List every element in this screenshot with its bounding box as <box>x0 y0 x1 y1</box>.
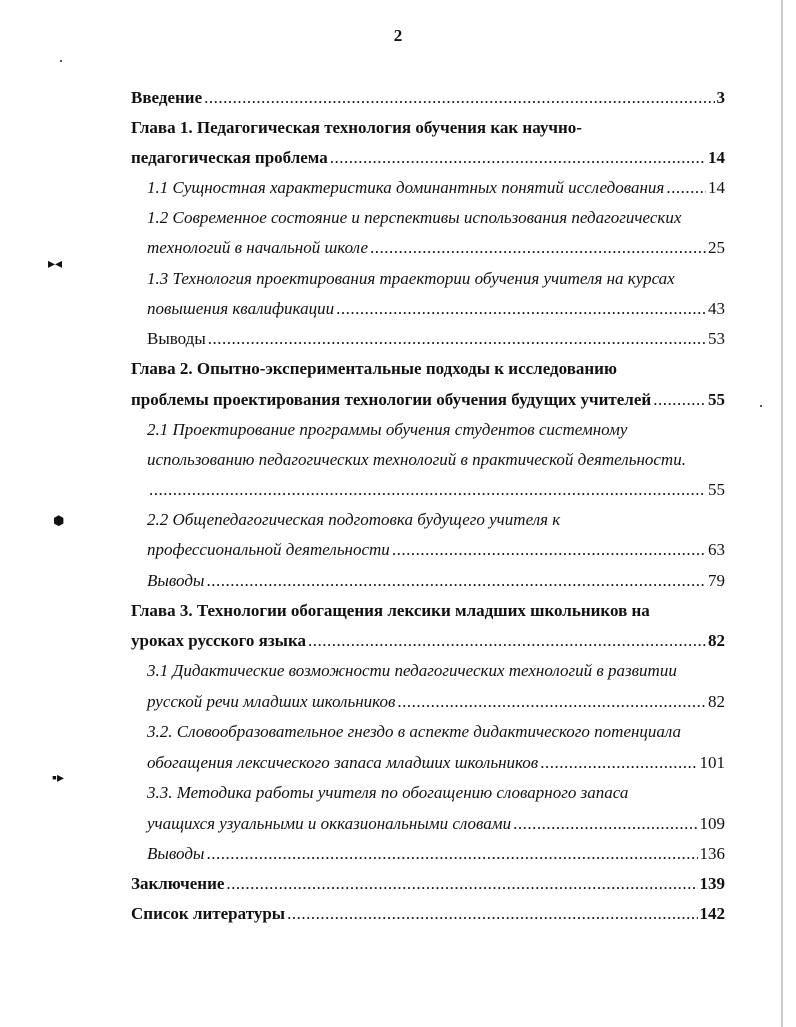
dot-leader <box>370 233 706 263</box>
dot-leader <box>204 83 714 113</box>
toc-entry-references[interactable] <box>131 899 725 929</box>
dot-leader <box>653 385 706 415</box>
toc-entry-title: 1.1 Сущностная характеристика доминантных понятий исследования <box>147 178 665 197</box>
toc-entry-section-1-2-line-1[interactable]: 1.2 Современное состояние и перспективы использования педагогических <box>147 208 682 227</box>
toc-entry-page: 14 <box>708 178 725 197</box>
toc-entry-section-1-3[interactable] <box>147 294 725 324</box>
toc-entry-page: 101 <box>699 753 725 772</box>
toc-entry-page: 53 <box>708 329 725 348</box>
toc-entry-section-3-2-line-1[interactable]: 3.2. Словообразовательное гнездо в аспекте дидактического потенциала <box>147 722 682 741</box>
dot-leader <box>226 869 697 899</box>
toc-entry-section-3-3-line-1[interactable]: 3.3. Методика работы учителя по обогащению словарного запаса <box>147 783 629 802</box>
toc-entry-title: технологий в начальной школе <box>147 238 369 257</box>
toc-entry-title: профессиональной деятельности <box>147 540 390 559</box>
toc-entry-section-2-2[interactable] <box>147 535 725 565</box>
dot-leader <box>666 173 706 203</box>
toc-entry-title: учащихся узуальными и окказиональными словами <box>147 814 512 833</box>
toc-entry-title: Список литературы <box>131 904 286 923</box>
shield-icon: ⬢ <box>53 513 65 528</box>
toc-entry-page: 142 <box>699 904 725 923</box>
toc-entry-chapter-3-line-1[interactable]: Глава 3. Технологии обогащения лексики младших школьников на <box>131 601 650 620</box>
toc-entry-page: 139 <box>699 874 725 893</box>
toc-entry-chapter-3[interactable] <box>131 626 725 656</box>
toc-entry-section-2-2-line-1[interactable]: 2.2 Общепедагогическая подготовка будущего учителя к <box>147 510 561 529</box>
dot-leader <box>308 626 706 656</box>
toc-entry-conclusions-2[interactable] <box>147 566 725 596</box>
toc-entry-title: Выводы <box>147 329 206 348</box>
dot-leader <box>397 687 706 717</box>
toc-entry-page: 25 <box>708 238 725 257</box>
toc-entry-section-3-3[interactable] <box>147 809 725 839</box>
toc-entry-section-2-1[interactable] <box>147 475 725 505</box>
page-number: 2 <box>393 26 403 45</box>
toc-entry-page: 82 <box>708 631 725 650</box>
toc-entry-section-2-1-line-2[interactable]: использованию педагогических технологий в практической деятельности. <box>147 450 686 469</box>
scan-artifact-mark: ▪▸ <box>52 771 64 786</box>
toc-entry-title: обогащения лексического запаса младших школьников <box>147 753 539 772</box>
toc-entry-section-1-2[interactable] <box>147 233 725 263</box>
toc-entry-chapter-2[interactable] <box>131 385 725 415</box>
toc-entry-section-3-2[interactable] <box>147 748 725 778</box>
toc-entry-title: педагогическая проблема <box>131 148 328 167</box>
toc-entry-chapter-1-line-1[interactable]: Глава 1. Педагогическая технология обучения как научно- <box>131 118 582 137</box>
toc-entry-section-2-1-line-1[interactable]: 2.1 Проектирование программы обучения студентов системному <box>147 420 628 439</box>
toc-entry-conclusions-1[interactable] <box>147 324 725 354</box>
toc-entry-page: 79 <box>708 571 725 590</box>
dot-leader <box>206 566 706 596</box>
toc-entry-intro[interactable] <box>131 83 725 113</box>
toc-entry-conclusion[interactable] <box>131 869 725 899</box>
toc-entry-conclusions-3[interactable] <box>147 839 725 869</box>
toc-entry-title: Заключение <box>131 874 225 893</box>
toc-entry-title: Введение <box>131 88 203 107</box>
toc-entry-section-1-3-line-1[interactable]: 1.3 Технология проектирования траектории обучения учителя на курсах <box>147 269 675 288</box>
toc-entry-title: проблемы проектирования технологии обучения будущих учителей <box>131 390 652 409</box>
toc-entry-page: 55 <box>708 390 725 409</box>
dot-leader <box>330 143 706 173</box>
toc-entry-page: 109 <box>699 814 725 833</box>
toc-entry-page: 136 <box>699 844 725 863</box>
toc-entry-page: 3 <box>716 88 725 107</box>
dot-leader <box>208 324 706 354</box>
dot-leader <box>336 294 706 324</box>
dot-leader <box>287 899 697 929</box>
toc-entry-title: повышения квалификации <box>147 299 335 318</box>
toc-entry-title: Выводы <box>147 844 205 863</box>
toc-entry-chapter-2-line-1[interactable]: Глава 2. Опытно-экспериментальные подходы к исследованию <box>131 359 617 378</box>
toc-entry-chapter-1[interactable] <box>131 143 725 173</box>
toc-entry-section-3-1[interactable] <box>147 687 725 717</box>
toc-entry-page: 43 <box>708 299 725 318</box>
toc-entry-title: уроках русского языка <box>131 631 306 650</box>
dot-leader <box>392 535 706 565</box>
toc-entry-page: 14 <box>708 148 725 167</box>
toc-entry-page: 63 <box>708 540 725 559</box>
toc-entry-title: русской речи младших школьников <box>147 692 396 711</box>
toc-entry-section-3-1-line-1[interactable]: 3.1 Дидактические возможности педагогических технологий в развитии <box>147 661 677 680</box>
dot-leader <box>540 748 697 778</box>
toc-entry-page: 82 <box>708 692 725 711</box>
toc-entry-section-1-1[interactable] <box>147 173 725 203</box>
toc-entry-page: 55 <box>708 480 725 499</box>
dot-leader <box>206 839 697 869</box>
dot-leader <box>149 475 706 505</box>
dot-leader <box>513 809 697 839</box>
scan-artifact-mark: ▸◂ <box>48 257 63 272</box>
toc-entry-title: Выводы <box>147 571 205 590</box>
